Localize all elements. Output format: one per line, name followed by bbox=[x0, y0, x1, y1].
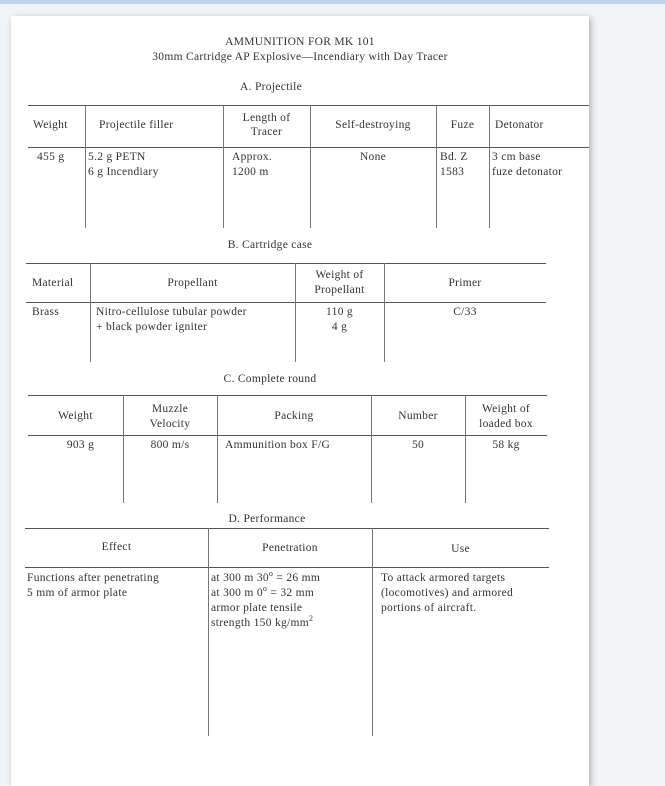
cartridge-material: Brass bbox=[32, 306, 60, 318]
round-number: 50 bbox=[411, 439, 425, 451]
cartridge-propellant-1: Nitro-cellulose tubular powder bbox=[96, 306, 247, 318]
col-length-header: Length of bbox=[242, 112, 291, 124]
col-selfdestroy-header: Self-destroying bbox=[335, 119, 411, 131]
col-weight-header: Weight bbox=[58, 410, 93, 422]
document-title: AMMUNITION FOR MK 101 bbox=[225, 36, 375, 48]
col-material-header: Material bbox=[32, 277, 74, 289]
round-weight: 903 g bbox=[66, 439, 95, 451]
projectile-filler-1: 5.2 g PETN bbox=[88, 151, 146, 163]
projectile-length-2: 1200 m bbox=[232, 166, 269, 178]
section-c-heading: C. Complete round bbox=[223, 373, 317, 385]
col-weight-propellant-header: Weight of bbox=[315, 269, 364, 281]
col-length-header-2: Tracer bbox=[250, 126, 283, 138]
projectile-detonator-2: fuze detonator bbox=[492, 166, 563, 178]
use-line-1: To attack armored targets bbox=[381, 572, 506, 584]
projectile-weight: 455 g bbox=[37, 151, 65, 163]
cartridge-weight-1: 110 g bbox=[326, 306, 353, 318]
projectile-length-1: Approx. bbox=[232, 151, 273, 163]
round-loaded-weight: 58 kg bbox=[492, 439, 520, 451]
col-penetration-header: Penetration bbox=[262, 542, 318, 554]
col-weight-header: Weight bbox=[33, 119, 68, 131]
col-propellant-header: Propellant bbox=[167, 277, 218, 289]
projectile-filler-2: 6 g Incendiary bbox=[88, 166, 159, 178]
col-use-header: Use bbox=[451, 543, 470, 555]
round-velocity: 800 m/s bbox=[150, 439, 190, 451]
round-packing: Ammunition box F/G bbox=[225, 439, 331, 451]
document-page bbox=[11, 16, 589, 786]
window-top-bar bbox=[0, 0, 665, 4]
col-loaded-header: Weight of bbox=[481, 403, 531, 415]
document-subtitle: 30mm Cartridge AP Explosive—Incendiary with Day Tracer bbox=[152, 51, 448, 63]
col-packing-header: Packing bbox=[274, 410, 314, 422]
section-b-heading: B. Cartridge case bbox=[227, 239, 313, 251]
penetration-line-2: at 300 m $0^o = 32$ mm bbox=[211, 584, 315, 599]
effect-line-2: 5 mm of armor plate bbox=[27, 587, 128, 599]
projectile-fuze-1: Bd. Z bbox=[440, 151, 468, 163]
col-number-header: Number bbox=[398, 410, 438, 422]
projectile-fuze-2: 1583 bbox=[440, 166, 465, 178]
cartridge-propellant-2: + black powder igniter bbox=[96, 321, 208, 333]
col-velocity-header-2: Velocity bbox=[149, 418, 191, 430]
col-effect-header: Effect bbox=[101, 541, 132, 553]
section-d-heading: D. Performance bbox=[228, 513, 306, 525]
col-primer-header: Primer bbox=[448, 277, 482, 289]
use-line-3: portions of aircraft. bbox=[381, 602, 477, 614]
col-fuze-header: Fuze bbox=[450, 119, 475, 131]
section-a-heading: A. Projectile bbox=[239, 81, 303, 93]
penetration-line-3: armor plate tensile bbox=[211, 602, 303, 614]
use-line-2: (locomotives) and armored bbox=[381, 587, 514, 599]
col-filler-header: Projectile filler bbox=[99, 119, 174, 131]
projectile-selfdestroy: None bbox=[359, 151, 387, 163]
col-detonator-header: Detonator bbox=[495, 119, 544, 131]
penetration-line-1: at 300 m $30^o = 26$ mm bbox=[211, 569, 321, 584]
projectile-detonator-1: 3 cm base bbox=[492, 151, 541, 163]
col-loaded-header-2: loaded box bbox=[479, 418, 533, 430]
cartridge-primer: C/33 bbox=[453, 306, 477, 318]
penetration-line-4: strength 150 $kg/mm^2$ bbox=[211, 614, 314, 629]
effect-line-1: Functions after penetrating bbox=[27, 572, 160, 584]
col-weight-propellant-header-2: Propellant bbox=[314, 284, 365, 296]
col-velocity-header: Muzzle bbox=[151, 403, 189, 415]
cartridge-weight-2: 4 g bbox=[331, 321, 348, 333]
